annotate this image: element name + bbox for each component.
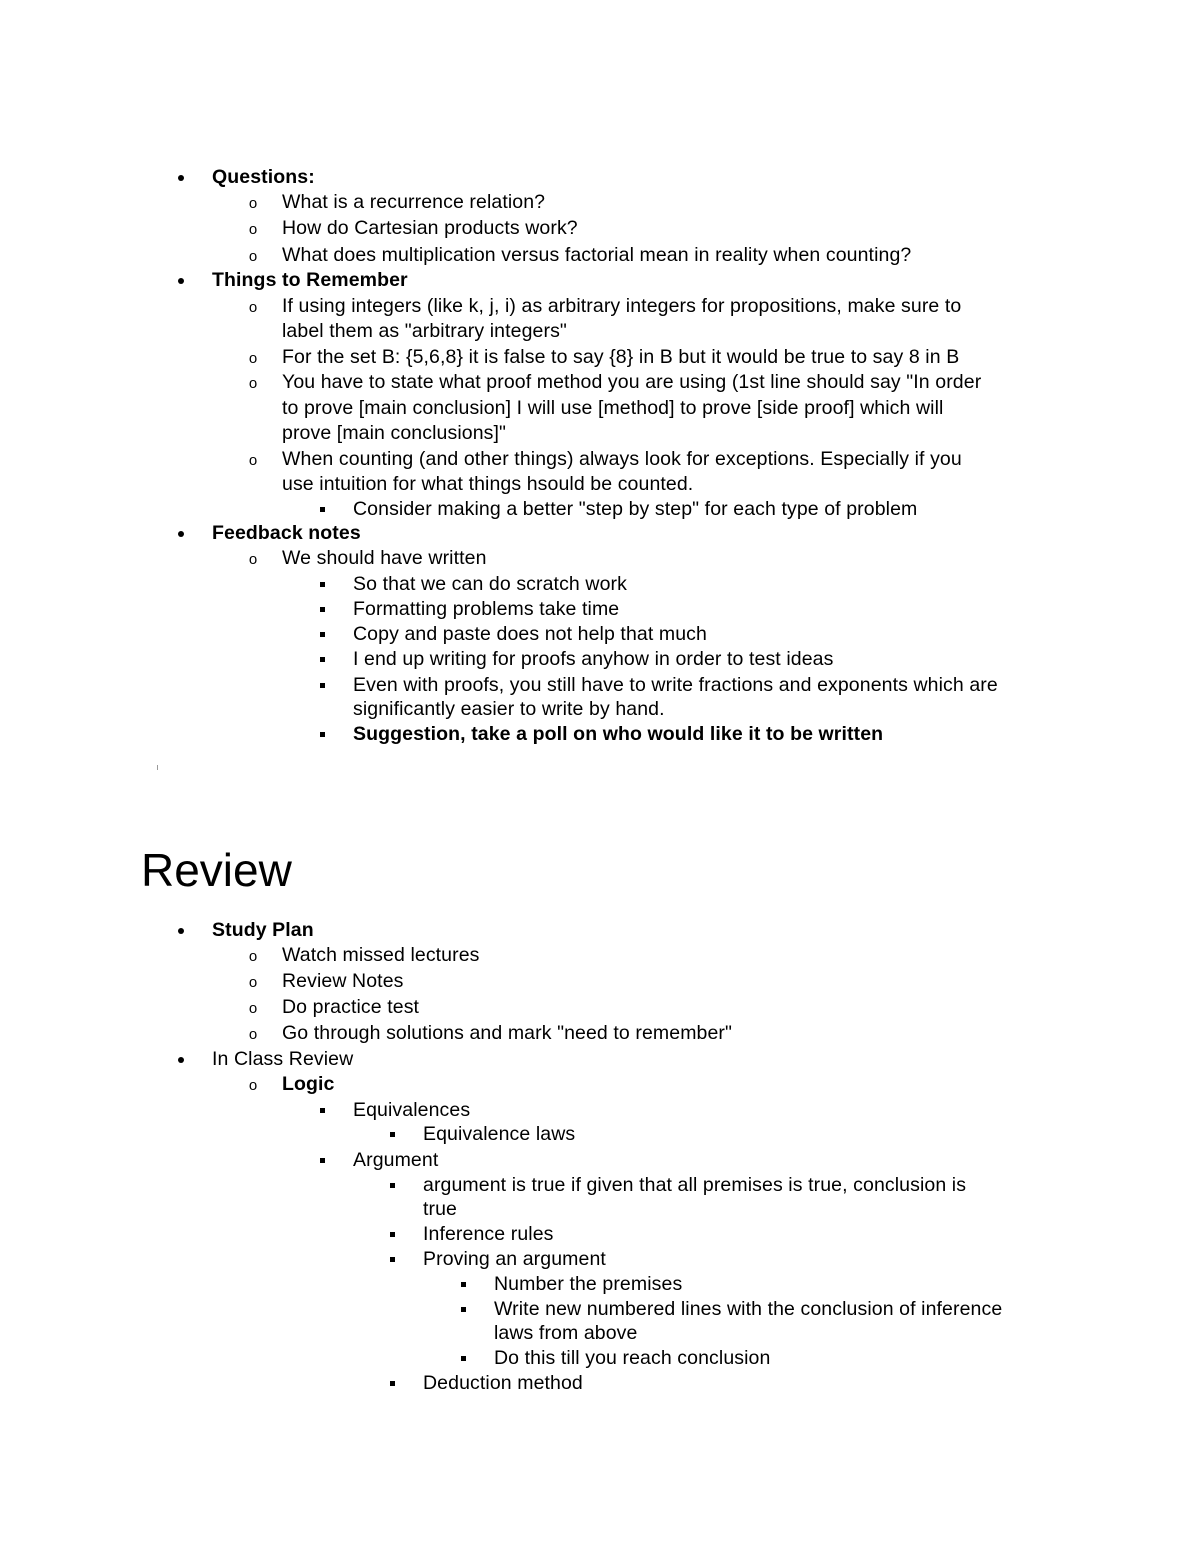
bullet-circle-icon: o bbox=[248, 1077, 258, 1094]
list-item: Write new numbered lines with the conclusion of inference bbox=[494, 1298, 1003, 1320]
list-item: If using integers (like k, j, i) as arbitrary integers for propositions, make sure to bbox=[282, 295, 962, 317]
stray-mark bbox=[157, 765, 158, 770]
list-item-continuation: prove [main conclusions]" bbox=[282, 422, 507, 444]
list-item: Formatting problems take time bbox=[353, 598, 620, 620]
list-item: Equivalences bbox=[353, 1099, 471, 1121]
bullet-square-icon bbox=[453, 1297, 473, 1322]
section-title-study-plan: Study Plan bbox=[212, 919, 314, 941]
section-title-questions: Questions: bbox=[212, 166, 315, 188]
bullet-square-icon bbox=[312, 622, 332, 647]
section-title-in-class-review: In Class Review bbox=[212, 1048, 354, 1070]
bullet-circle-icon: o bbox=[248, 221, 258, 238]
bullet-square-icon bbox=[312, 722, 332, 747]
list-item: Copy and paste does not help that much bbox=[353, 623, 707, 645]
list-item: When counting (and other things) always look for exceptions. Especially if you bbox=[282, 448, 962, 470]
list-item: Consider making a better "step by step" for each type of problem bbox=[353, 498, 918, 520]
bullet-square-icon bbox=[453, 1272, 473, 1297]
list-item-continuation: use intuition for what things hsould be counted. bbox=[282, 473, 694, 495]
bullet-square-icon bbox=[312, 647, 332, 672]
list-item: Review Notes bbox=[282, 970, 404, 992]
bullet-square-icon bbox=[382, 1247, 402, 1272]
bullet-square-icon bbox=[382, 1371, 402, 1396]
bullet-circle-icon: o bbox=[248, 299, 258, 316]
list-item: For the set B: {5,6,8} it is false to say {8} in B but it would be true to say 8 in B bbox=[282, 346, 960, 368]
bullet-square-icon bbox=[312, 1148, 332, 1173]
list-item: You have to state what proof method you are using (1st line should say "In order bbox=[282, 371, 982, 393]
list-item-continuation: to prove [main conclusion] I will use [method] to prove [side proof] which will bbox=[282, 397, 944, 419]
bullet-circle-icon: o bbox=[248, 195, 258, 212]
bullet-dot-icon bbox=[171, 918, 191, 943]
bullet-circle-icon: o bbox=[248, 452, 258, 469]
list-item-continuation: significantly easier to write by hand. bbox=[353, 698, 665, 720]
list-item: Deduction method bbox=[423, 1372, 583, 1394]
bullet-square-icon bbox=[312, 1098, 332, 1123]
bullet-circle-icon: o bbox=[248, 948, 258, 965]
list-item: Equivalence laws bbox=[423, 1123, 576, 1145]
list-item: So that we can do scratch work bbox=[353, 573, 627, 595]
bullet-circle-icon: o bbox=[248, 350, 258, 367]
bullet-dot-icon bbox=[171, 268, 191, 293]
bullet-circle-icon: o bbox=[248, 375, 258, 392]
bullet-dot-icon bbox=[171, 165, 191, 190]
list-item: We should have written bbox=[282, 547, 487, 569]
bullet-dot-icon bbox=[171, 1047, 191, 1072]
bullet-dot-icon bbox=[171, 521, 191, 546]
bullet-square-icon bbox=[312, 497, 332, 522]
list-item-logic: Logic bbox=[282, 1073, 335, 1095]
bullet-square-icon bbox=[382, 1122, 402, 1147]
page-heading-review: Review bbox=[141, 844, 292, 896]
bullet-circle-icon: o bbox=[248, 974, 258, 991]
list-item: I end up writing for proofs anyhow in order to test ideas bbox=[353, 648, 834, 670]
list-item: Go through solutions and mark "need to remember" bbox=[282, 1022, 733, 1044]
bullet-circle-icon: o bbox=[248, 248, 258, 265]
bullet-square-icon bbox=[382, 1173, 402, 1198]
list-item-continuation: laws from above bbox=[494, 1322, 638, 1344]
bullet-square-icon bbox=[312, 673, 332, 698]
bullet-square-icon bbox=[312, 572, 332, 597]
bullet-square-icon bbox=[312, 597, 332, 622]
list-item: Proving an argument bbox=[423, 1248, 606, 1270]
bullet-circle-icon: o bbox=[248, 1026, 258, 1043]
list-item: argument is true if given that all premises is true, conclusion is bbox=[423, 1174, 967, 1196]
list-item: Do this till you reach conclusion bbox=[494, 1347, 771, 1369]
bullet-circle-icon: o bbox=[248, 1000, 258, 1017]
list-item-continuation: label them as "arbitrary integers" bbox=[282, 320, 567, 342]
list-item-suggestion: Suggestion, take a poll on who would like it to be written bbox=[353, 723, 884, 745]
list-item: Even with proofs, you still have to write fractions and exponents which are bbox=[353, 674, 998, 696]
list-item: How do Cartesian products work? bbox=[282, 217, 578, 239]
bullet-circle-icon: o bbox=[248, 551, 258, 568]
bullet-square-icon bbox=[382, 1222, 402, 1247]
list-item: Do practice test bbox=[282, 996, 420, 1018]
list-item: Argument bbox=[353, 1149, 439, 1171]
list-item: Inference rules bbox=[423, 1223, 554, 1245]
list-item: Number the premises bbox=[494, 1273, 683, 1295]
section-title-feedback: Feedback notes bbox=[212, 522, 361, 544]
section-title-remember: Things to Remember bbox=[212, 269, 408, 291]
list-item-continuation: true bbox=[423, 1198, 458, 1220]
list-item: What is a recurrence relation? bbox=[282, 191, 546, 213]
list-item: Watch missed lectures bbox=[282, 944, 480, 966]
list-item: What does multiplication versus factorial mean in reality when counting? bbox=[282, 244, 912, 266]
bullet-square-icon bbox=[453, 1346, 473, 1371]
